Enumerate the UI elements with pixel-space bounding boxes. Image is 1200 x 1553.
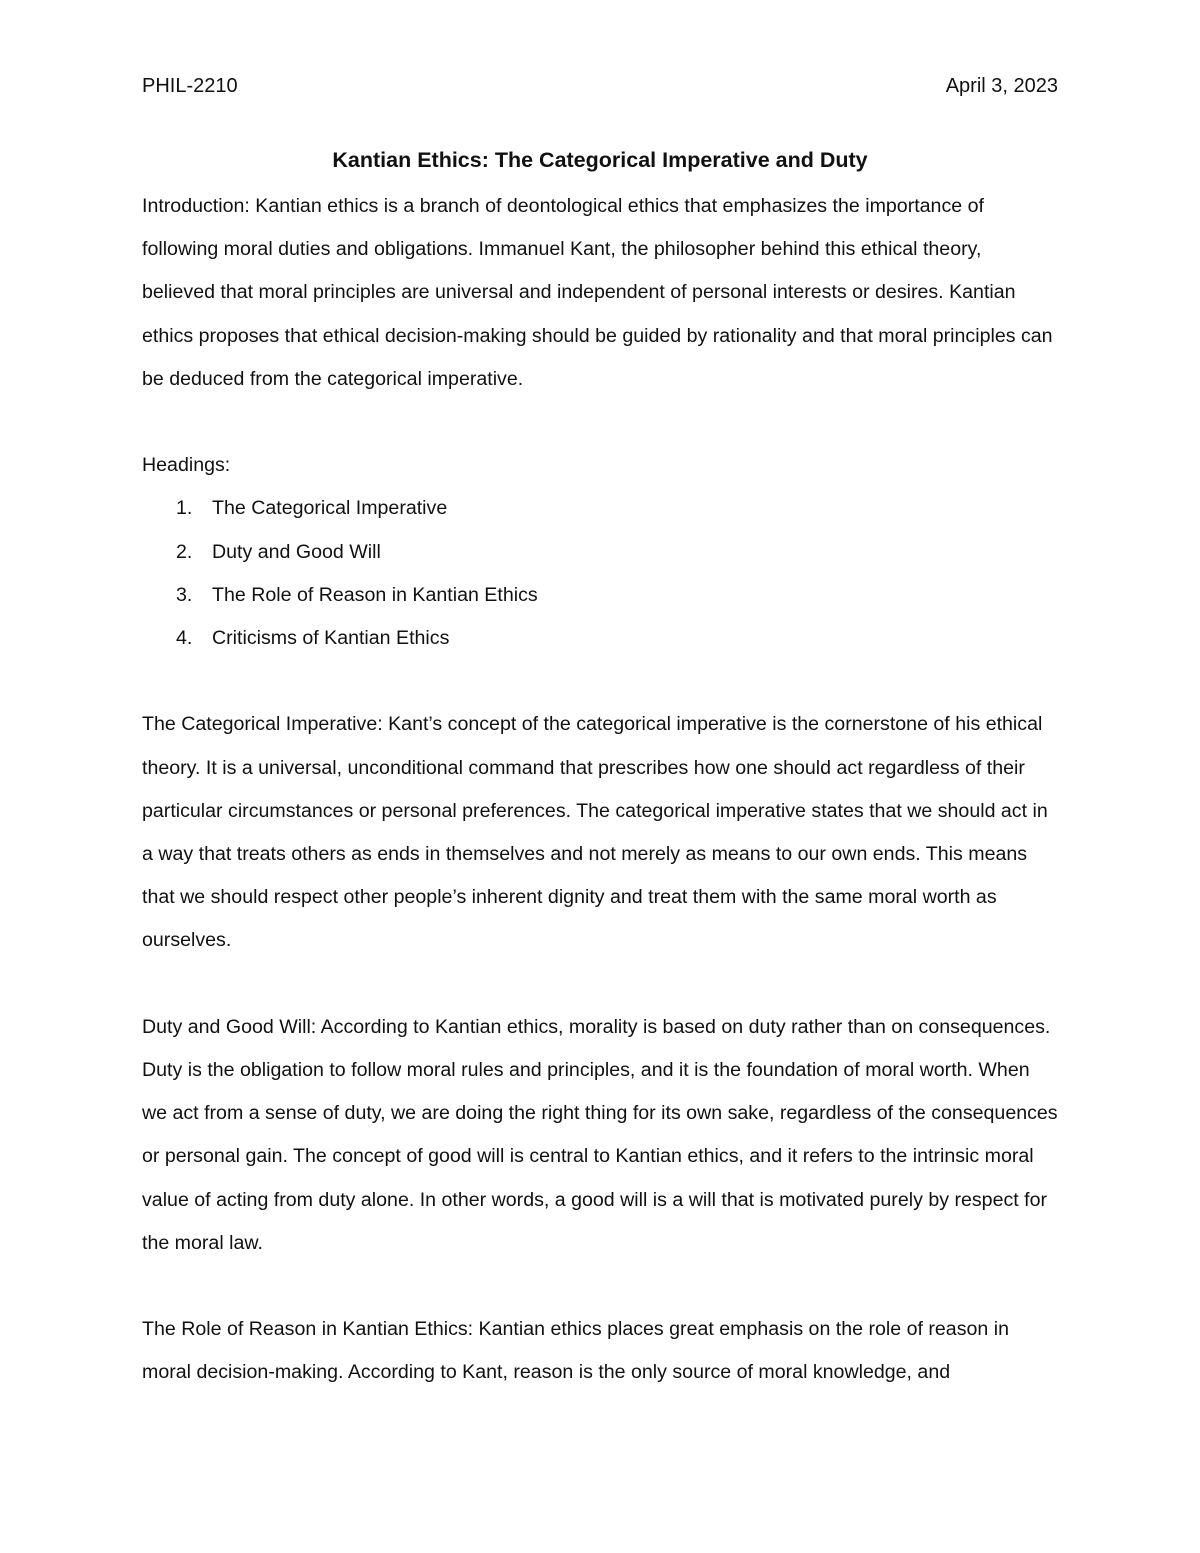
document-title: Kantian Ethics: The Categorical Imperative and Duty	[332, 148, 868, 172]
paragraph-spacer	[142, 660, 1058, 703]
headings-list-item	[142, 487, 1058, 530]
role-of-reason-paragraph: The Role of Reason in Kantian Ethics: Kantian ethics places great emphasis on the role of reason in moral decision-making. According to Kant, reason is the only source of moral knowledge, and	[142, 1318, 1009, 1384]
introduction-paragraph: Introduction: Kantian ethics is a branch of deontological ethics that emphasizes the importance of following moral duties and obligations. Immanuel Kant, the philosopher behind this ethical theory, believed that moral principles are universal and independent of personal interests or desires. Kantian ethics proposes that ethical decision-making should be guided by rationality and that moral principles can be deduced from the categorical imperative.	[142, 195, 1053, 390]
headings-list-item	[142, 617, 1058, 660]
list-item-text: Criticisms of Kantian Ethics	[212, 627, 450, 650]
duty-good-will-paragraph: Duty and Good Will: According to Kantian ethics, morality is based on duty rather than on consequences. Duty is the obligation to follow moral rules and principles, and it is the foundation of moral worth. When we act from a sense of duty, we are doing the right thing for its own sake, regardless of the consequences or personal gain. The concept of good will is central to Kantian ethics, and it refers to the intrinsic moral value of acting from duty alone. In other words, a good will is a will that is motivated purely by respect for the moral law.	[142, 1015, 1058, 1254]
headings-list-item	[142, 574, 1058, 617]
list-item-text: The Role of Reason in Kantian Ethics	[212, 583, 538, 606]
list-number: 1.	[176, 497, 193, 520]
paragraph-spacer	[142, 401, 1058, 444]
document-date: April 3, 2023	[945, 75, 1058, 97]
paragraph-spacer	[142, 1265, 1058, 1308]
categorical-imperative-paragraph: The Categorical Imperative: Kant’s concept of the categorical imperative is the cornerstone of his ethical theory. It is a universal, unconditional command that prescribes how one should act regardless of their particular circumstances or personal preferences. The categorical imperative states that we should act in a way that treats others as ends in themselves and not merely as means to our own ends. This means that we should respect other people’s inherent dignity and treat them with the same moral worth as ourselves.	[142, 713, 1048, 952]
paragraph-spacer	[142, 963, 1058, 1006]
course-code: PHIL-2210	[142, 75, 238, 97]
list-item-text: Duty and Good Will	[212, 540, 381, 563]
list-number: 3.	[176, 583, 193, 606]
list-number: 4.	[176, 627, 193, 650]
headings-list	[142, 487, 1058, 660]
list-item-text: The Categorical Imperative	[212, 497, 448, 520]
document-body	[142, 185, 1058, 1395]
headings-list-item	[142, 531, 1058, 574]
list-number: 2.	[176, 540, 193, 563]
headings-label: Headings:	[142, 454, 231, 477]
